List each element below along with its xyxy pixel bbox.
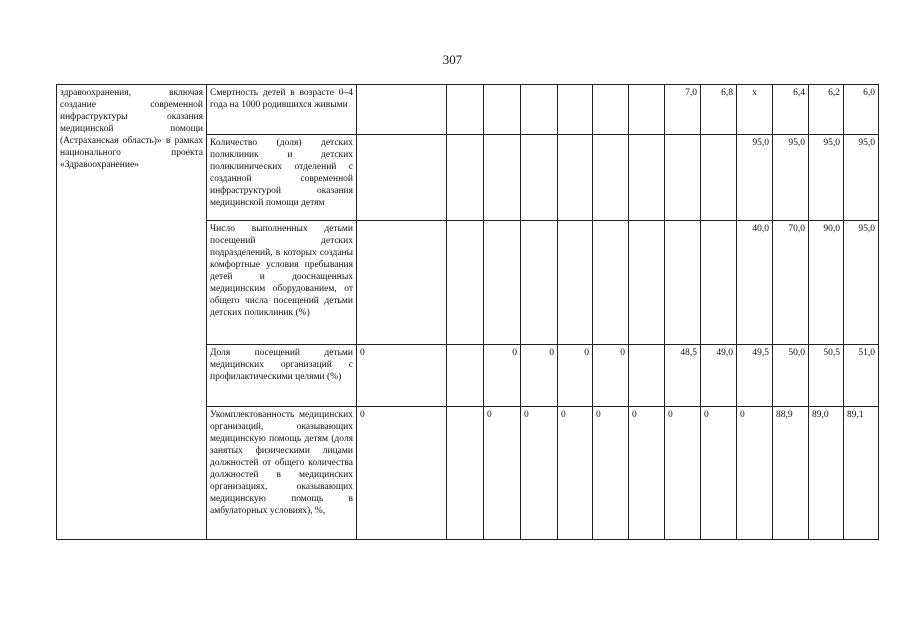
value-cell xyxy=(484,135,521,221)
value-cell: 6,4 xyxy=(773,85,809,135)
value-cell xyxy=(558,85,593,135)
value-cell xyxy=(521,221,558,345)
value-cell xyxy=(484,85,521,135)
indicators-table xyxy=(56,84,879,540)
value-cell xyxy=(447,221,484,345)
value-cell: 0 xyxy=(484,407,521,540)
value-cell: 0 xyxy=(701,407,737,540)
indicator-cell: Количество (доля) детских поликлиник и детских поликлинических отделений с созданной современной инфраструктурой оказания медицинской помощи детям xyxy=(207,135,357,221)
value-cell: 50,0 xyxy=(773,345,809,407)
value-cell: 89,0 xyxy=(809,407,844,540)
value-cell: 0 xyxy=(357,407,447,540)
value-cell: 90,0 xyxy=(809,221,844,345)
value-cell: 48,5 xyxy=(665,345,701,407)
value-cell: 0 xyxy=(521,345,558,407)
value-cell xyxy=(665,135,701,221)
value-cell xyxy=(665,221,701,345)
value-cell xyxy=(629,85,665,135)
value-cell: 0 xyxy=(558,345,593,407)
value-cell: 6,2 xyxy=(809,85,844,135)
value-cell: 88,9 xyxy=(773,407,809,540)
value-cell: 0 xyxy=(665,407,701,540)
value-cell: 7,0 xyxy=(665,85,701,135)
value-cell: 0 xyxy=(484,345,521,407)
value-cell: 95,0 xyxy=(844,221,879,345)
value-cell xyxy=(447,85,484,135)
value-cell: 40,0 xyxy=(737,221,773,345)
value-cell: 51,0 xyxy=(844,345,879,407)
value-cell xyxy=(558,221,593,345)
indicator-cell: Доля посещений детьми медицинских организаций с профилактическими целями (%) xyxy=(207,345,357,407)
value-cell: 95,0 xyxy=(773,135,809,221)
value-cell: 0 xyxy=(357,345,447,407)
value-cell xyxy=(701,135,737,221)
table-row xyxy=(57,85,879,135)
value-cell xyxy=(701,221,737,345)
page-number: 307 xyxy=(442,52,463,67)
value-cell: 95,0 xyxy=(844,135,879,221)
value-cell: 50,5 xyxy=(809,345,844,407)
value-cell: 70,0 xyxy=(773,221,809,345)
value-cell: 49,0 xyxy=(701,345,737,407)
indicator-cell: Смертность детей в возрасте 0–4 года на 1000 родившихся живыми xyxy=(207,85,357,135)
value-cell: 0 xyxy=(558,407,593,540)
value-cell xyxy=(357,135,447,221)
value-cell xyxy=(593,85,629,135)
value-cell xyxy=(447,407,484,540)
value-cell: 0 xyxy=(521,407,558,540)
value-cell xyxy=(521,85,558,135)
value-cell: 95,0 xyxy=(809,135,844,221)
value-cell xyxy=(629,135,665,221)
value-cell xyxy=(629,345,665,407)
value-cell: 0 xyxy=(593,407,629,540)
indicator-cell: Число выполненных детьми посещений детских подразделений, в которых созданы комфортные условия пребывания детей и дооснащенных медицинским оборудованием, от общего числа посещений детьми детских поликлиник (%) xyxy=(207,221,357,345)
value-cell xyxy=(357,221,447,345)
indicator-cell: Укомплектованность медицинских организаций, оказывающих медицинскую помощь детям (доля занятых физическими лицами должностей от общего количества должностей в медицинских организациях, оказывающих медицинскую помощь в амбулаторных условиях), %, xyxy=(207,407,357,540)
value-cell: 6,0 xyxy=(844,85,879,135)
program-description: здравоохранения, включая создание современной инфраструктуры оказания медицинской помощи (Астраханская область)» в рамках национального проекта «Здравоохранение» xyxy=(57,85,207,540)
value-cell: 95,0 xyxy=(737,135,773,221)
value-cell: 49,5 xyxy=(737,345,773,407)
value-cell: 6,8 xyxy=(701,85,737,135)
value-cell xyxy=(593,221,629,345)
value-cell: 89,1 xyxy=(844,407,879,540)
value-cell xyxy=(484,221,521,345)
value-cell xyxy=(521,135,558,221)
value-cell xyxy=(558,135,593,221)
value-cell xyxy=(629,221,665,345)
value-cell: 0 xyxy=(629,407,665,540)
value-cell xyxy=(357,85,447,135)
value-cell xyxy=(447,135,484,221)
value-cell: x xyxy=(737,85,773,135)
value-cell xyxy=(447,345,484,407)
value-cell: 0 xyxy=(593,345,629,407)
value-cell: 0 xyxy=(737,407,773,540)
value-cell xyxy=(593,135,629,221)
